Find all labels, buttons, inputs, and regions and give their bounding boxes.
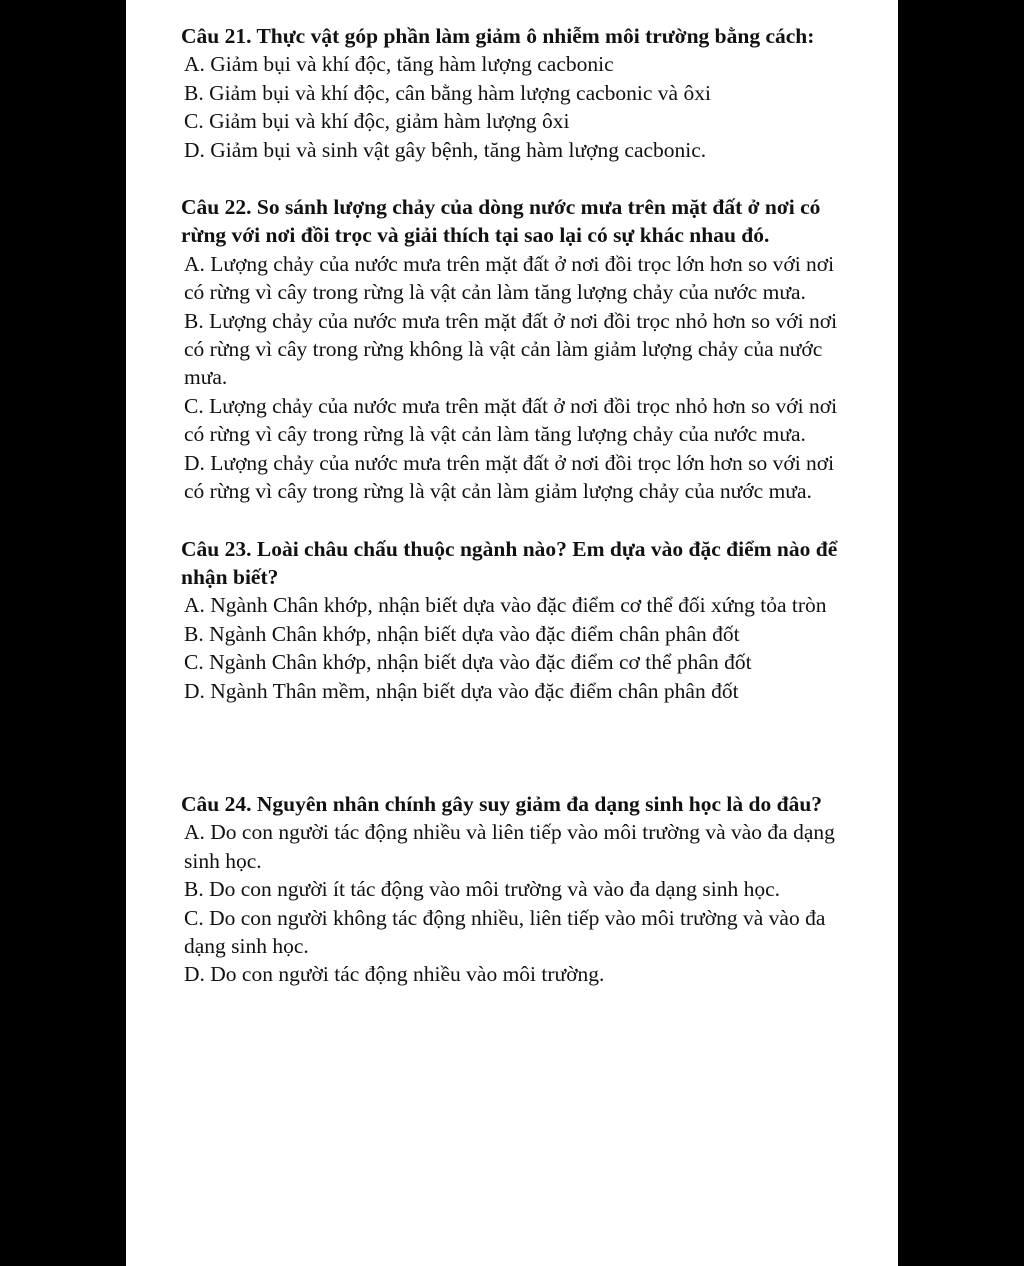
question-22	[181, 193, 858, 505]
question-23-option-d: D. Ngành Thân mềm, nhận biết dựa vào đặc điểm chân phân đốt	[184, 678, 739, 703]
question-21-option-b: B. Giảm bụi và khí độc, cân bằng hàm lượng cacbonic và ôxi	[184, 80, 711, 105]
question-23-title: Câu 23. Loài châu chấu thuộc ngành nào? Em dựa vào đặc điểm nào để nhận biết?	[181, 536, 838, 589]
question-24-title: Câu 24. Nguyên nhân chính gây suy giảm đa dạng sinh học là do đâu?	[181, 791, 823, 816]
question-23	[181, 535, 858, 705]
question-21-option-d: D. Giảm bụi và sinh vật gây bệnh, tăng hàm lượng cacbonic.	[184, 137, 707, 162]
question-24	[181, 790, 858, 989]
question-24-option-b: B. Do con người ít tác động vào môi trường và vào đa dạng sinh học.	[184, 877, 780, 902]
question-21-option-c: C. Giảm bụi và khí độc, giảm hàm lượng ôxi	[184, 109, 570, 134]
question-22-option-d: D. Lượng chảy của nước mưa trên mặt đất ở nơi đồi trọc lớn hơn so với nơi có rừng vì cây trong rừng là vật cản làm giảm lượng chảy của nước mưa.	[184, 450, 835, 504]
question-23-option-b: B. Ngành Chân khớp, nhận biết dựa vào đặc điểm chân phân đốt	[184, 621, 740, 646]
question-21-title: Câu 21. Thực vật góp phần làm giảm ô nhiễm môi trường bằng cách:	[181, 24, 815, 48]
question-23-option-c: C. Ngành Chân khớp, nhận biết dựa vào đặc điểm cơ thể phân đốt	[184, 650, 752, 675]
question-24-option-a: A. Do con người tác động nhiều và liên tiếp vào môi trường và vào đa dạng sinh học.	[184, 820, 835, 873]
question-22-option-c: C. Lượng chảy của nước mưa trên mặt đất ở nơi đồi trọc nhỏ hơn so với nơi có rừng vì cây trong rừng là vật cản làm tăng lượng chảy của nước mưa.	[184, 393, 838, 447]
question-21-option-a: A. Giảm bụi và khí độc, tăng hàm lượng cacbonic	[184, 52, 614, 77]
document-page	[126, 0, 898, 1266]
question-24-option-c: C. Do con người không tác động nhiều, liên tiếp vào môi trường và vào đa dạng sinh học.	[184, 905, 826, 958]
question-22-title: Câu 22. So sánh lượng chảy của dòng nước mưa trên mặt đất ở nơi có rừng với nơi đồi trọc và giải thích tại sao lại có sự khác nhau đó.	[181, 195, 821, 248]
question-24-option-d: D. Do con người tác động nhiều vào môi trường.	[184, 962, 605, 987]
question-22-option-b: B. Lượng chảy của nước mưa trên mặt đất ở nơi đồi trọc nhỏ hơn so với nơi có rừng vì cây trong rừng không là vật cản làm giảm lượng chảy của nước mưa.	[184, 308, 838, 390]
question-21	[181, 22, 858, 164]
question-23-option-a: A. Ngành Chân khớp, nhận biết dựa vào đặc điểm cơ thể đối xứng tỏa tròn	[184, 593, 827, 618]
question-22-option-a: A. Lượng chảy của nước mưa trên mặt đất ở nơi đồi trọc lớn hơn so với nơi có rừng vì cây trong rừng là vật cản làm tăng lượng chảy của nước mưa.	[184, 251, 835, 305]
